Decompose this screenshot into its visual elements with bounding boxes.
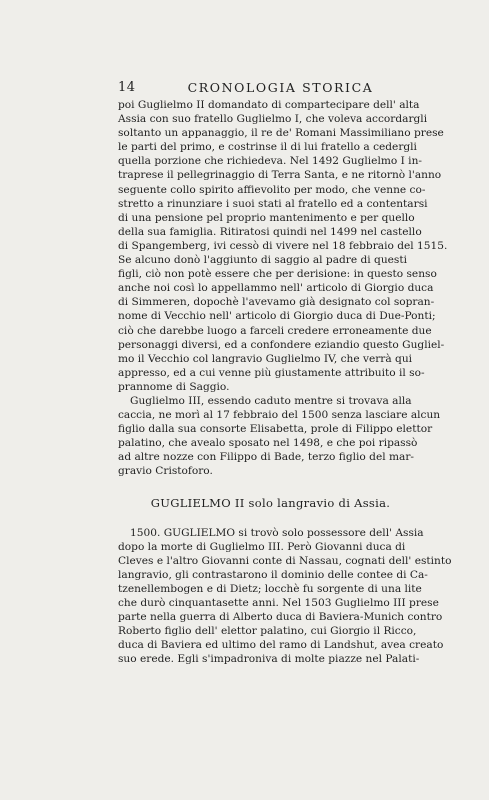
text-line: che durò cinquantasette anni. Nel 1503 Guglielmo III prese: [118, 597, 439, 610]
page-number: 14: [118, 80, 136, 95]
text-line: ciò che darebbe luogo a farceli credere erroneamente due: [118, 324, 432, 337]
paragraph-1: [118, 98, 448, 394]
text-line: poi Guglielmo II domandato di compartecipare dell' alta: [118, 99, 420, 111]
text-line: di Simmeren, dopochè l'avevamo già designato col sopran-: [118, 296, 435, 309]
text-line: Se alcuno donò l'aggiunto di saggio al padre di questi: [118, 254, 407, 267]
text-line: appresso, ed a cui venne più giustamente attribuito il so-: [118, 366, 425, 379]
text-line: personaggi diversi, ed a confondere eziandio questo Gugliel-: [118, 338, 445, 351]
text-line: dopo la morte di Guglielmo III. Però Giovanni duca di: [118, 540, 406, 553]
text-line: figlio dalla sua consorte Elisabetta, prole di Filippo elettor: [118, 423, 433, 436]
text-line: quella porzione che richiedeva. Nel 1492 Guglielmo I in-: [118, 155, 422, 168]
text-line: Cleves e l'altro Giovanni conte di Nassau, cognati dell' estinto: [118, 554, 452, 567]
text-line: 1500. GUGLIELMO si trovò solo possessore dell' Assia: [130, 526, 424, 539]
paragraph-3: [118, 526, 452, 667]
text-line: palatino, che avealo sposato nel 1498, e che poi ripassò: [118, 437, 418, 450]
section-title: GUGLIELMO II solo langravio di Assia.: [150, 495, 391, 510]
text-line: le parti del primo, e costrinse il di lui fratello a cedergli: [118, 141, 417, 154]
text-line: gravio Cristoforo.: [118, 465, 213, 478]
text-line: di Spangemberg, ivi cessò di vivere nel 18 febbraio del 1515.: [118, 239, 448, 252]
text-line: mo il Vecchio col langravio Guglielmo IV, che verrà qui: [118, 352, 413, 365]
body-text: [118, 98, 452, 667]
running-head: CRONOLOGIA STORICA: [187, 80, 374, 95]
text-line: langravio, gli contrastarono il dominio delle contee di Ca-: [118, 568, 428, 581]
text-line: tzenellembogen e di Dietz; locchè fu sorgente di una lite: [118, 583, 422, 595]
text-line: anche noi così lo appellammo nell' articolo di Giorgio duca: [118, 282, 434, 295]
text-line: parte nella guerra di Alberto duca di Baviera-Munich contro: [118, 611, 443, 624]
text-line: Guglielmo III, essendo caduto mentre si trovava alla: [130, 394, 412, 407]
text-line: Assia con suo fratello Guglielmo I, che voleva accordargli: [118, 113, 428, 126]
text-line: seguente collo spirito affievolito per modo, che venne co-: [118, 183, 426, 196]
text-line: figli, ciò non potè essere che per derisione: in questo senso: [118, 268, 437, 281]
text-line: stretto a rinunziare i suoi stati al fratello ed a contentarsi: [118, 197, 428, 210]
text-line: traprese il pellegrinaggio di Terra Santa, e ne ritornò l'anno: [118, 169, 442, 182]
text-line: soltanto un appanaggio, il re de' Romani Massimiliano prese: [118, 127, 444, 140]
text-line: duca di Baviera ed ultimo del ramo di Landshut, avea creato: [118, 639, 444, 652]
text-line: caccia, ne morì al 17 febbraio del 1500 senza lasciare alcun: [118, 409, 441, 422]
text-line: della sua famiglia. Ritiratosi quindi nel 1499 nel castello: [118, 225, 422, 238]
text-line: prannome di Saggio.: [118, 380, 230, 393]
paragraph-2: [118, 394, 441, 479]
text-line: suo erede. Egli s'impadroniva di molte piazze nel Palati-: [118, 653, 420, 666]
text-line: nome di Vecchio nell' articolo di Giorgio duca di Due-Ponti;: [118, 310, 436, 323]
text-line: Roberto figlio dell' elettor palatino, cui Giorgio il Ricco,: [118, 625, 417, 638]
text-line: ad altre nozze con Filippo di Bade, terzo figlio del mar-: [118, 451, 414, 464]
page-header: [118, 80, 423, 96]
text-line: di una pensione pel proprio mantenimento e per quello: [118, 211, 415, 224]
